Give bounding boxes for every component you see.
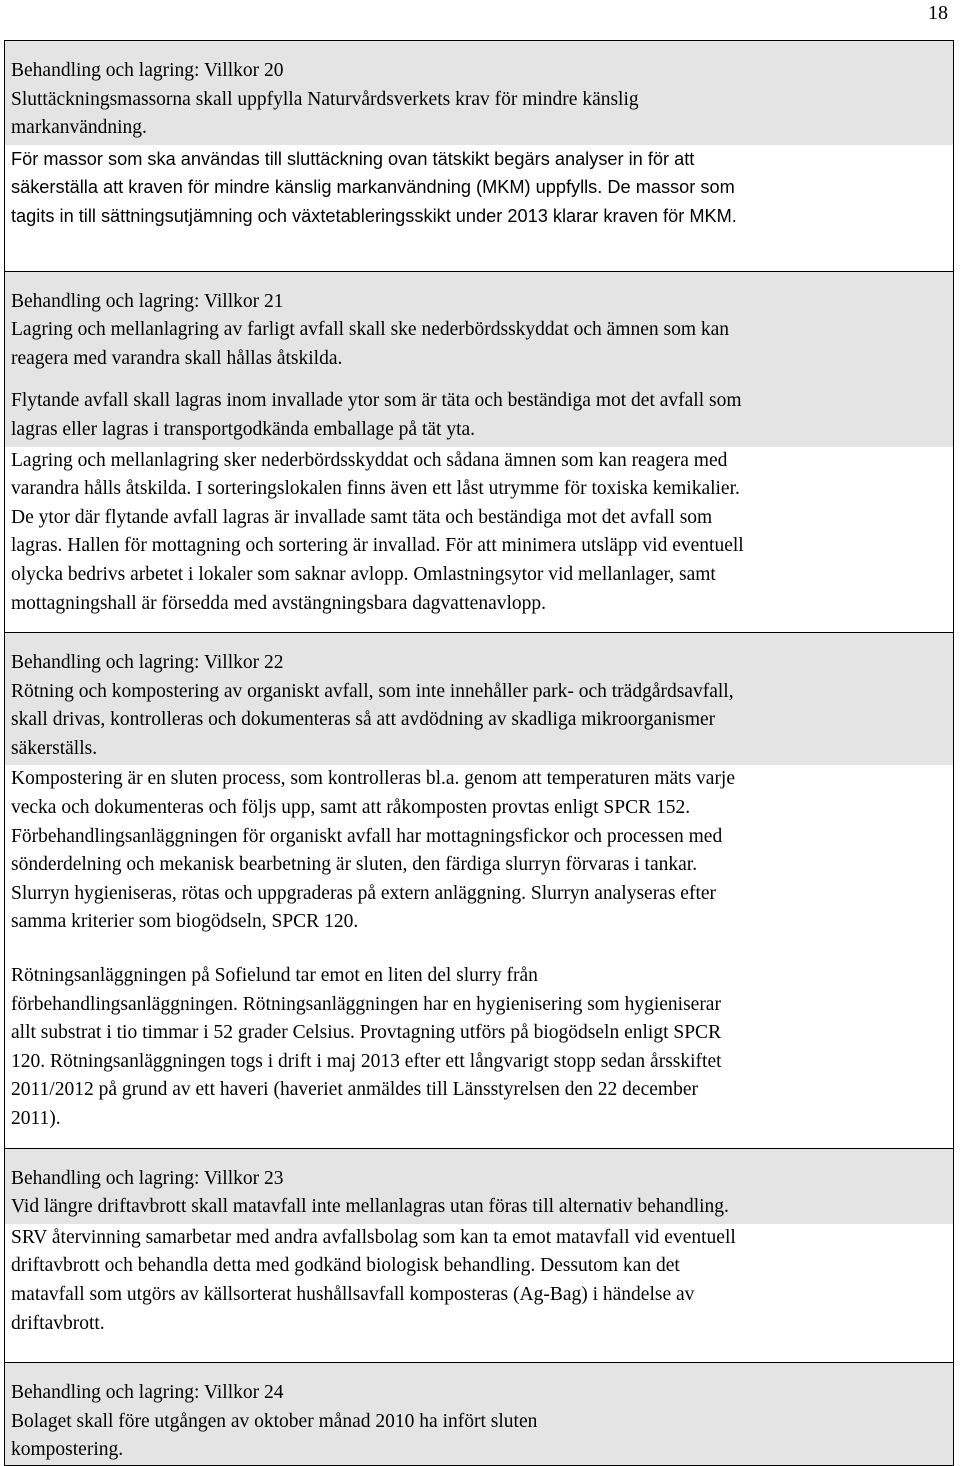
response-line: sönderdelning och mekanisk bearbetning är sluten, den färdiga slurryn förvaras i tankar. (11, 854, 698, 876)
response-line: varandra hålls åtskilda. I sorteringslokalen finns även ett låst utrymme för toxiska kemikalier. (11, 478, 740, 500)
response-line: driftavbrott och behandla detta med godkänd biologisk behandling. Dessutom kan det (11, 1255, 680, 1277)
response-line: 120. Rötningsanläggningen togs i drift i maj 2013 efter ett långvarigt stopp sedan årsskiftet (11, 1050, 722, 1072)
condition-text (5, 633, 953, 765)
condition-text (5, 1363, 953, 1465)
condition-text (5, 41, 953, 145)
condition-block-21 (5, 271, 953, 633)
response-line: mottagningshall är försedda med avstängningsbara dagvattenavlopp. (11, 592, 547, 614)
condition-block-23 (5, 1148, 953, 1363)
condition-line: markanvändning. (11, 117, 147, 139)
response-line: 2011). (11, 1108, 61, 1129)
condition-line: Bolaget skall före utgången av oktober månad 2010 ha infört sluten (11, 1410, 538, 1432)
response-text (5, 447, 953, 633)
response-line: förbehandlingsanläggningen. Rötningsanläggningen har en hygienisering som hygieniserar (11, 993, 721, 1015)
response-line: matavfall som utgörs av källsorterat hushållsavfall komposteras (Ag-Bag) i händelse av (11, 1283, 695, 1305)
condition-line: reagera med varandra skall hållas åtskilda. (11, 347, 343, 369)
condition-line: skall drivas, kontrolleras och dokumenteras så att avdödning av skadliga mikroorganismer (11, 709, 716, 731)
response-line: allt substrat i tio timmar i 52 grader Celsius. Provtagning utförs på biogödseln enligt SPCR (11, 1022, 722, 1044)
condition-line: kompostering. (11, 1439, 124, 1461)
condition-heading: Behandling och lagring: Villkor 21 (11, 290, 284, 312)
condition-line: Vid längre driftavbrott skall matavfall inte mellanlagras utan föras till alternativ behandling. (11, 1196, 729, 1218)
page-number: 18 (928, 2, 948, 24)
condition-text (5, 272, 953, 447)
response-line: Rötningsanläggningen på Sofielund tar emot en liten del slurry från (11, 965, 538, 987)
condition-line: Flytande avfall skall lagras inom invallade ytor som är täta och beständiga mot det avfall som (11, 390, 742, 412)
response-line: samma kriterier som biogödseln, SPCR 120. (11, 911, 359, 933)
response-line: driftavbrott. (11, 1312, 105, 1334)
condition-block-24 (5, 1362, 953, 1465)
condition-heading: Behandling och lagring: Villkor 23 (11, 1167, 284, 1189)
condition-heading: Behandling och lagring: Villkor 20 (11, 60, 284, 81)
condition-line: lagras eller lagras i transportgodkända emballage på tät yta. (11, 418, 476, 440)
condition-line: Lagring och mellanlagring av farligt avfall skall ske nederbördsskyddat och ämnen som kan (11, 319, 730, 341)
condition-heading: Behandling och lagring: Villkor 22 (11, 652, 284, 674)
response-line: SRV återvinning samarbetar med andra avfallsbolag som kan ta emot matavfall vid eventuell (11, 1226, 736, 1248)
response-line: De ytor där flytande avfall lagras är invallade samt täta och beständiga mot det avfall som (11, 506, 713, 528)
condition-heading: Behandling och lagring: Villkor 24 (11, 1382, 284, 1404)
response-line: 2011/2012 på grund av ett haveri (haveriet anmäldes till Länsstyrelsen den 22 december (11, 1079, 698, 1101)
response-text (5, 145, 953, 245)
response-text (5, 1224, 953, 1352)
response-line: olycka bedrivs arbetet i lokaler som saknar avlopp. Omlastningsytor vid mellanlager, samt (11, 563, 716, 585)
response-line: Förbehandlingsanläggningen för organiskt avfall har mottagningsfickor och processen med (11, 825, 723, 847)
condition-block-20 (5, 41, 953, 271)
condition-line: Rötning och kompostering av organiskt avfall, som inte innehåller park- och trädgårdsavfall, (11, 680, 734, 702)
conditions-table (4, 40, 954, 1466)
response-line: tagits in till sättningsutjämning och växtetableringsskikt under 2013 klarar kraven för MKM. (11, 205, 737, 226)
condition-text (5, 1149, 953, 1224)
condition-block-22 (5, 632, 953, 1148)
response-line: vecka och dokumenteras och följs upp, samt att råkomposten provtas enligt SPCR 152. (11, 797, 691, 819)
response-text (5, 765, 953, 1147)
condition-line: säkerställs. (11, 737, 98, 759)
response-line: lagras. Hallen för mottagning och sortering är invallad. För att minimera utsläpp vid eventuell (11, 535, 744, 557)
response-line: Slurryn hygieniseras, rötas och uppgraderas på extern anläggning. Slurryn analyseras efter (11, 882, 717, 904)
response-line: Lagring och mellanlagring sker nederbördsskyddat och sådana ämnen som kan reagera med (11, 449, 728, 471)
response-line: säkerställa att kraven för mindre känslig markanvändning (MKM) uppfylls. De massor som (11, 177, 735, 198)
response-line: Kompostering är en sluten process, som kontrolleras bl.a. genom att temperaturen mäts varje (11, 768, 736, 790)
condition-line: Sluttäckningsmassorna skall uppfylla Naturvårdsverkets krav för mindre känslig (11, 88, 639, 110)
response-line: För massor som ska användas till sluttäckning ovan tätskikt begärs analyser in för att (11, 148, 695, 169)
